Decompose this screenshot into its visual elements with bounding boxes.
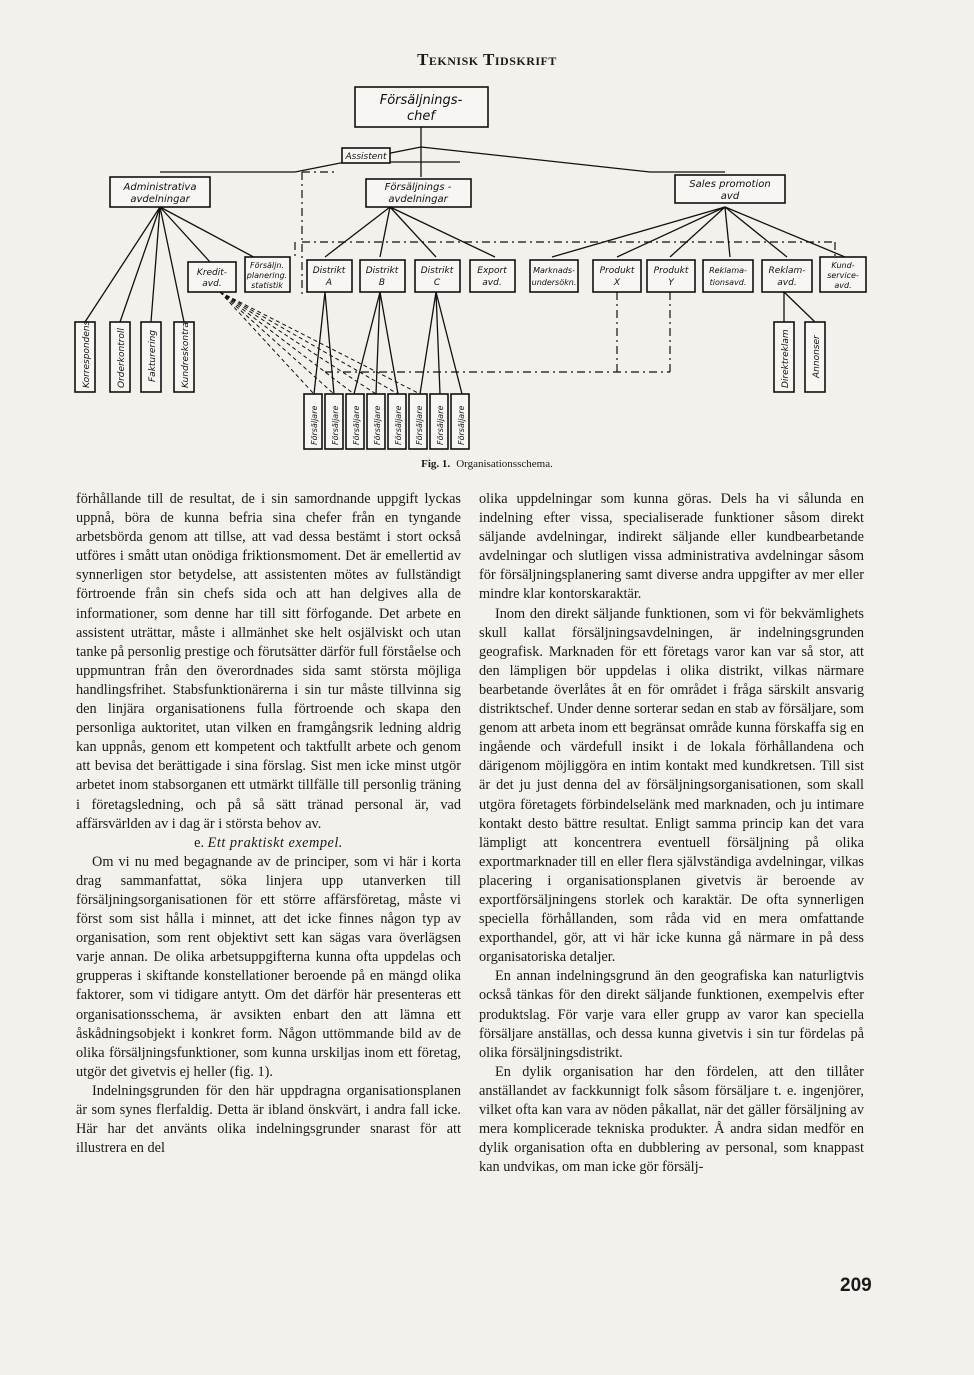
chart-node-text: Reklam-	[768, 266, 806, 276]
chart-node-text: Export	[477, 266, 507, 276]
chart-node-text: planering.	[246, 271, 288, 280]
organization-chart	[70, 82, 870, 462]
chart-node-text: statistik	[251, 281, 283, 290]
chart-node-text: Försäljare	[310, 405, 319, 445]
chart-node-text: B	[378, 278, 386, 288]
chart-node-text: Sales promotion	[689, 179, 771, 190]
chart-node-marknadsundersokn	[530, 260, 578, 292]
chart-node-annonser	[805, 322, 825, 392]
chart-node-direktreklam	[774, 322, 794, 392]
chart-node-text: Y	[668, 278, 674, 288]
chart-node-forsaljare	[325, 394, 343, 449]
chart-node-text: avdelningar	[388, 194, 448, 205]
chart-node-korrespondens	[75, 320, 95, 392]
chart-node-sales-promotion	[675, 175, 785, 203]
chart-node-forsaljare	[409, 394, 427, 449]
chart-node-text: Försäljnings-	[379, 93, 463, 108]
chart-node-forsaljningschef	[355, 87, 488, 127]
chart-node-text: Reklama-	[709, 266, 747, 275]
chart-node-text: avd.	[777, 278, 797, 288]
chart-node-text: Administrativa	[123, 182, 197, 193]
paragraph: En annan indelningsgrund än den geografiska kan naturligtvis också tänkas för den direkt säljande funktionen, exempelvis efter produktslag. För varje vara eller grupp av varor kan speciella försäljare anställas, och dessa kunna givetvis i sin tur fördelas på olika försäljningsdistrikt.	[479, 968, 864, 1061]
chart-node-text: Produkt	[599, 266, 635, 276]
chart-node-distrikt-c	[415, 260, 460, 292]
chart-node-text: Försäljare	[331, 405, 340, 445]
chart-node-produkt-y	[647, 260, 695, 292]
chart-node-text: Kundreskontra	[181, 322, 191, 388]
chart-node-text: avd.	[482, 278, 502, 288]
chart-node-text: Försäljare	[415, 405, 424, 445]
paragraph: Indelningsgrunden för den här uppdragna organisationsplanen är som synes flerfaldig. Detta är ibland önskvärt, i andra fall icke. Här har det använts olika indelningsgrunder snarast för att illustrera en del	[76, 1082, 461, 1157]
paragraph: olika uppdelningar som kunna göras. Dels ha vi sålunda en indelning efter vissa, specialiserade funktioner såsom direkt säljande avdelningar, indirekt säljande eller kundbearbetande avdelningar och slutligen vissa administrativa avdelningar såsom för försäljningsplanering samt diverse andra uppgifter av mer eller mindre klar kontorskaraktär.	[479, 491, 864, 603]
chart-node-administrativa	[110, 177, 210, 207]
chart-node-text: chef	[407, 109, 435, 124]
chart-node-text: tionsavd.	[709, 278, 747, 287]
chart-node-text: Försäljare	[436, 405, 445, 445]
chart-node-export	[470, 260, 515, 292]
chart-node-text: Kund-	[831, 261, 855, 270]
chart-node-text: Försäljare	[352, 405, 361, 445]
chart-node-forsaljare	[430, 394, 448, 449]
chart-node-assistent	[342, 148, 390, 163]
chart-node-kreditavd	[188, 262, 236, 292]
chart-node-text: avd	[720, 191, 740, 202]
section-heading-text: Ett praktiskt exempel.	[207, 834, 343, 851]
paragraph: Om vi nu med begagnande av de principer, som vi här i korta drag sammanfattat, söka linjera upp utanverken till försäljningsorganisationen för ett större affärsföretag, måste vi först som sist hålla i minnet, att det icke finnes någon typ av organisation, som rent objektivt sett kan sägas vara överlägsen varje annan. De olika arbetsuppgifterna kunna ofta uppdelas och grupperas i skiftande konstellationer beroende på en mängd olika faktorer, som vi tidigare antytt. Om det därför här presenteras ett organisationsschema, är avsikten enbart den att lämna ett åskådningsobjekt i konkret form. Någon uttömmande bild av de olika försäljningsfunktioner, som kunna urskiljas inom ett företag, utgör det givetvis ej heller (fig. 1).	[76, 853, 461, 1080]
chart-node-forsaljare	[304, 394, 322, 449]
chart-node-text: avd.	[202, 279, 222, 289]
chart-node-text: C	[433, 278, 441, 288]
chart-node-forsaljningsplanering	[245, 257, 290, 292]
chart-node-forsaljare	[388, 394, 406, 449]
chart-node-text: Annonser	[812, 335, 822, 378]
chart-node-text: Direktreklam	[781, 329, 791, 388]
chart-node-text: Korrespondens	[82, 320, 92, 388]
chart-node-text: Produkt	[653, 266, 689, 276]
journal-title: Teknisk Tidskrift	[417, 50, 557, 69]
chart-node-text: Försäljn.	[250, 261, 284, 270]
figure-label: Fig. 1.	[421, 458, 451, 470]
chart-node-text: Distrikt	[420, 266, 454, 276]
chart-node-text: Orderkontroll	[117, 328, 127, 388]
chart-node-text: Försäljnings -	[384, 182, 452, 193]
chart-node-text: Distrikt	[365, 266, 399, 276]
paragraph: En dylik organisation har den fördelen, att den tillåter anställandet av fackkunnigt folk såsom försäljare t. e. ingenjörer, vilket ofta kan vara av nöden påkallat, när det gäller försäljning av mera komplicerade tekniska produkter. Å andra sidan medför en dylik organisation ofta en dubblering av personal, som knappast kan undvikas, om man icke gör försälj-	[479, 1063, 864, 1176]
chart-node-reklamavd	[762, 260, 812, 292]
chart-node-text: service-	[827, 271, 859, 280]
section-heading	[76, 834, 461, 853]
figure-caption-text: Organisationsschema.	[456, 458, 553, 470]
chart-node-text: Fakturering	[148, 330, 158, 382]
chart-node-text: avdelningar	[130, 194, 190, 205]
chart-node-fakturering	[141, 322, 161, 392]
chart-node-kundserviceavd	[820, 257, 866, 292]
chart-node-text: Försäljare	[373, 405, 382, 445]
chart-node-forsaljare	[367, 394, 385, 449]
chart-node-distrikt-a	[307, 260, 352, 292]
paragraph: Inom den direkt säljande funktionen, som vi för bekvämlighets skull kallat försäljningsavdelningen, är indelningsgrunden geografisk. Marknaden för ett företags varor kan var så stor, att den lämpligen bör uppdelas i olika distrikt, vilkas närmare bearbetande överlåtes åt en för området i fråga särskilt ansvarig distriktschef. Under denne sorterar sedan en stab av försäljare, som genom att arbeta inom ett begränsat område kunna förskaffa sig en ingående och värdefull insikt i de lokala förhållandena och därigenom möjliggöra en intim kontakt med kundkretsen. Till sist är det ju just denna del av försäljningsorganisationen, som skall utgöra företagets förbindelselänk med marknaden, och ju intimare kontakt desto bättre resultat. Enligt samma princip kan det vara lämpligt att koncentrera eventuell försäljning på olika exportmarknader till en eller flera självständiga avdelningar, vilkas placering i organisationsplanen givetvis är beroende av exportförsäljningens storlek och karaktär. De ofta synnerligen speciella förhållanden, som råda vid en mera omfattande exporthandel, gör, att vi här icke kunna gå närmare in på dess organisatoriska detaljer.	[479, 605, 864, 966]
chart-node-orderkontroll	[110, 322, 130, 392]
page-number: 209	[840, 1275, 872, 1296]
figure-caption	[0, 458, 974, 470]
chart-node-text: undersökn.	[531, 278, 577, 287]
chart-node-produkt-x	[593, 260, 641, 292]
chart-node-text: Distrikt	[312, 266, 346, 276]
chart-node-text: Försäljare	[457, 405, 466, 445]
chart-node-text: Kredit-	[196, 268, 228, 278]
chart-node-text: avd.	[834, 281, 852, 290]
chart-node-forsaljare	[451, 394, 469, 449]
text-column-left	[76, 490, 461, 1158]
chart-node-text: Försäljare	[394, 405, 403, 445]
chart-node-text: Assistent	[345, 152, 387, 162]
chart-node-text: X	[613, 278, 621, 288]
chart-node-reklamationsavd	[703, 260, 753, 292]
chart-node-text: Marknads-	[533, 266, 575, 275]
chart-node-text: A	[325, 278, 333, 288]
paragraph: förhållande till de resultat, de i sin samordnande uppgift lyckas uppnå, böra de kunna befria sina chefer från en tyngande arbetsbörda genom att tillse, att vad dessa bestämt i stort också utföres i smått utan onödiga friktionsmoment. Det är emellertid av synnerligen stor betydelse, att assistenten mötes av fullständigt förtroende från sin chefs sida och att han delgives alla de informationer, som denne har till sitt förfogande. Det arbete en assistent uträttar, måste i allmänhet ske helt osjälviskt och utan tanke på personlig prestige och förutsätter därför full förståelse och uppmuntran från den överordnades sida samt största möjliga handlingsfrihet. Stabsfunktionärerna i sin tur måste tillvinna sig den linjära organisationens fulla förtroende och skapa den personliga auktoritet, utan vilken en framgångsrik ledning aldrig kan uppnås, genom ett kompetent och taktfullt arbete och genom att bevisa det berättigade i sina förslag. Sist men icke minst utgör arbetet inom stabsorganen ett utmärkt tillfälle till personlig träning i företagsledning, och på så sätt tränad personal är, vad affärsvärlden av i dag är i största behov av.	[76, 491, 461, 832]
chart-node-kundreskontra	[174, 322, 194, 392]
chart-node-forsaljare	[346, 394, 364, 449]
section-heading-prefix: e.	[194, 834, 205, 851]
text-column-right	[479, 490, 864, 1177]
chart-node-distrikt-b	[360, 260, 405, 292]
chart-node-forsaljningsavdelningar	[366, 179, 471, 207]
